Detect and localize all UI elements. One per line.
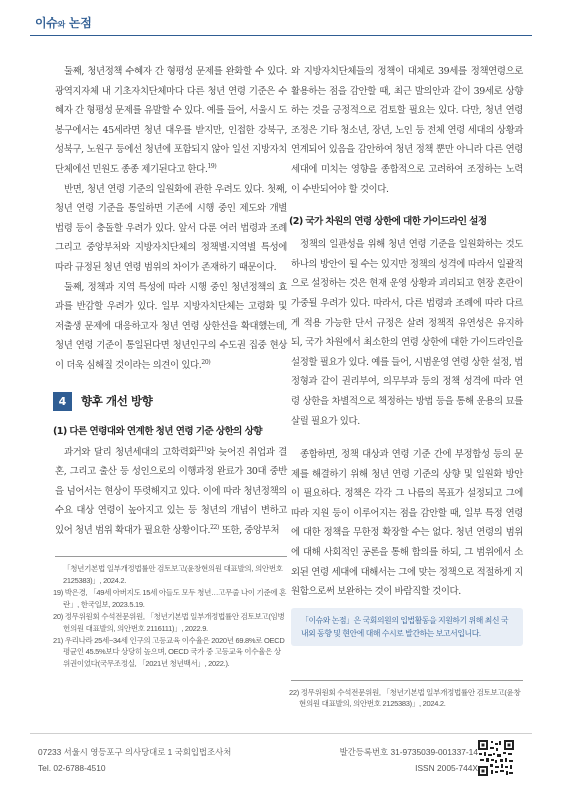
footnote: 19) 박은경, 「49세 아버지도 15세 아들도 모두 청년…고무줄 나이 기준에 혼란」, 한국일보, 2023.5.19.	[53, 588, 287, 609]
paragraph: 반면, 청년 연령 기준의 일원화에 관한 우려도 있다. 첫째, 청년 연령 기준을 통일하면 기존에 시행 중인 제도와 개별 법령 등이 충돌할 우려가 있다. 앞서 다룬 여러 법령과 조례 그리고 중앙부처와 지방자치단체의 정책별·지역별 특성에 따라 규정된 청년 연령 범위의 차이가 존재하기 때문이다.	[55, 183, 287, 273]
footnote: 21) 우리나라 25세~34세 인구의 고등교육 이수율은 2020년 69.8%로 OECD 평균인 45.5%보다 상당히 높으며, OECD 국가 중 고등교육 이수율은 상위권이었다(국무조정실, 「2021년 청년백서」, 2022.).	[53, 635, 285, 668]
paragraph: 종합하면, 정책 대상과 연령 기준 간에 부정합성 등의 문제를 해결하기 위해 청년 연령 기준의 상향 및 일원화 방안이 필요하다. 정책은 각각 그 나름의 목표가 설정되고 그에 따라 지원 등이 이루어지는 점을 감안할 때, 일부 특정 연령에 대한 정책을 무한정 확장할 수는 없다. 청년 연령의 범위에 대해 사회적인 공론을 통해 합의를 하되, 그 범위에서 소외된 연령 세대에 대해서는 그에 맞는 정책으로 적절하게 지원함으로써 보완하는 것이 바람직할 것이다.	[291, 449, 523, 598]
section-number-badge: 4	[53, 392, 72, 411]
footnote-ref: 20)	[201, 358, 211, 366]
paragraph: 둘째, 청년정책 수혜자 간 형평성 문제를 완화할 수 있다. 광역지자체 내 기초자치단체마다 다른 청년 연령 기준은 수혜자 간 형평성 문제를 유발할 수 있다. 예를 들어, 서울시 도봉구에서는 45세라면 청년 대우를 받지만, 인접한 강북구, 성북구, 노원구 등에선 청년에 포함되지 않아 일선 지방자치단체에선 민원도 종종 제기된다고 한다.$^{19)}$	[55, 66, 287, 175]
address-text: 07233 서울시 영등포구 의사당대로 1 국회입법조사처	[38, 747, 232, 757]
footer-address	[38, 744, 231, 776]
paragraph: 둘째, 정책과 지역 특성에 따라 시행 중인 청년정책의 효과를 반감할 우려가 있다. 일부 지방자치단체는 고령화 및 저출생 문제에 대응하고자 청년 연령 상한선을 확대했는데, 청년 연령 기준이 통일된다면 청년인구의 수도권 집중 현상이 더욱 심해질 것이라는 의견이 있다.$^{20)}$	[55, 281, 287, 371]
footnotes	[291, 680, 523, 710]
footnote: 20) 정무위원회 수석전문위원, 「청년기본법 일부개정법률안 검토보고(임병헌의원 대표발의, 의안번호 2116111)」, 2022.9.	[53, 612, 285, 633]
footnote-ref: 21)	[197, 445, 207, 453]
footnote: 「청년기본법 일부개정법률안 검토보고(윤창현의원 대표발의, 의안번호 2125383)」, 2024.2.	[63, 564, 283, 585]
publication-note: 「이슈와 논점」은 국회의원의 입법활동을 지원하기 위해 최신 국내외 동향 및 현안에 대해 수시로 발간하는 보고서입니다.	[291, 608, 523, 646]
left-column	[55, 62, 287, 670]
subsection-heading: (2) 국가 차원의 연령 상한에 대한 가이드라인 설정	[289, 216, 487, 228]
footer-registration	[340, 744, 478, 776]
issn-number: ISSN 2005-744X	[415, 763, 478, 773]
section-title: 향후 개선 방향	[81, 394, 153, 408]
footnote-ref: 22)	[210, 523, 220, 531]
section-heading	[53, 392, 287, 411]
header-rule	[30, 35, 532, 36]
footer-rule	[30, 733, 532, 734]
right-column	[291, 62, 523, 711]
paragraph: 정책의 일관성을 위해 청년 연령 기준을 일원화하는 것도 하나의 방안이 될 수는 있지만 정책의 성격에 따라서 일괄적으로 설정하는 것은 현재 운영 상황과 괴리되고 현장 혼란이 가중될 우려가 있다. 따라서, 다른 법령과 조례에 따라 다르게 적용 가능한 단서 규정은 살려 정책적 유연성은 유지하되, 국가 차원에서 최소한의 연령 상한에 대한 가이드라인을 설정할 필요가 있다. 예를 들어, 시범운영 연령 상한 설정, 법정형과 같이 권리부여, 의무부과 등의 정책 성격에 따라 연령 상한을 차별적으로 책정하는 방법 등을 통해 운용의 묘를 살릴 필요가 있다.	[291, 239, 523, 427]
publication-label: 이슈와 논점	[35, 16, 92, 30]
footnotes	[55, 556, 287, 669]
paragraph: 과거와 달리 청년세대의 고학력화$^{21)}$와 늦어진 취업과 결혼, 그리고 출산 등 성인으로의 이행과정 완료가 30대 중반을 넘어서는 현상이 뚜렷해지고 있다. 이에 따라 청년정책의 수요 대상 연령이 높아지고 있는 등 청년의 개념이 변하고 있어 청년 범위 확대가 필요한 상황이다.$^{22)}$ 또한, 중앙부처	[55, 445, 288, 536]
footnote-ref: 19)	[207, 162, 217, 170]
subsection-heading: (1) 다른 연령대와 연계한 청년 연령 기준 상한의 상향	[53, 425, 262, 437]
registration-number: 발간등록번호 31-9735039-001337-14	[339, 747, 478, 757]
paragraph: 와 지방자치단체들의 정책이 대체로 39세를 정책연령으로 활용하는 점을 감안할 때, 최근 발의안과 같이 39세로 상향하는 것을 긍정적으로 검토할 필요는 있다. 다만, 청년 연령 조정은 기타 청소년, 장년, 노인 등 전체 연령 세대의 상황과 연계되어 있음을 감안하여 청년 정책 뿐만 아니라 다른 연령 세대에 미치는 영향을 종합적으로 고려하여 조정하는 노력이 수반되어야 할 것이다.	[291, 66, 523, 195]
tel-text: Tel. 02-6788-4510	[38, 763, 106, 773]
footnote: 22) 정무위원회 수석전문위원, 「청년기본법 일부개정법률안 검토보고(윤창현의원 대표발의, 의안번호 2125383)」, 2024.2.	[289, 687, 521, 709]
page-header	[0, 0, 562, 50]
qr-code-icon	[478, 740, 514, 776]
